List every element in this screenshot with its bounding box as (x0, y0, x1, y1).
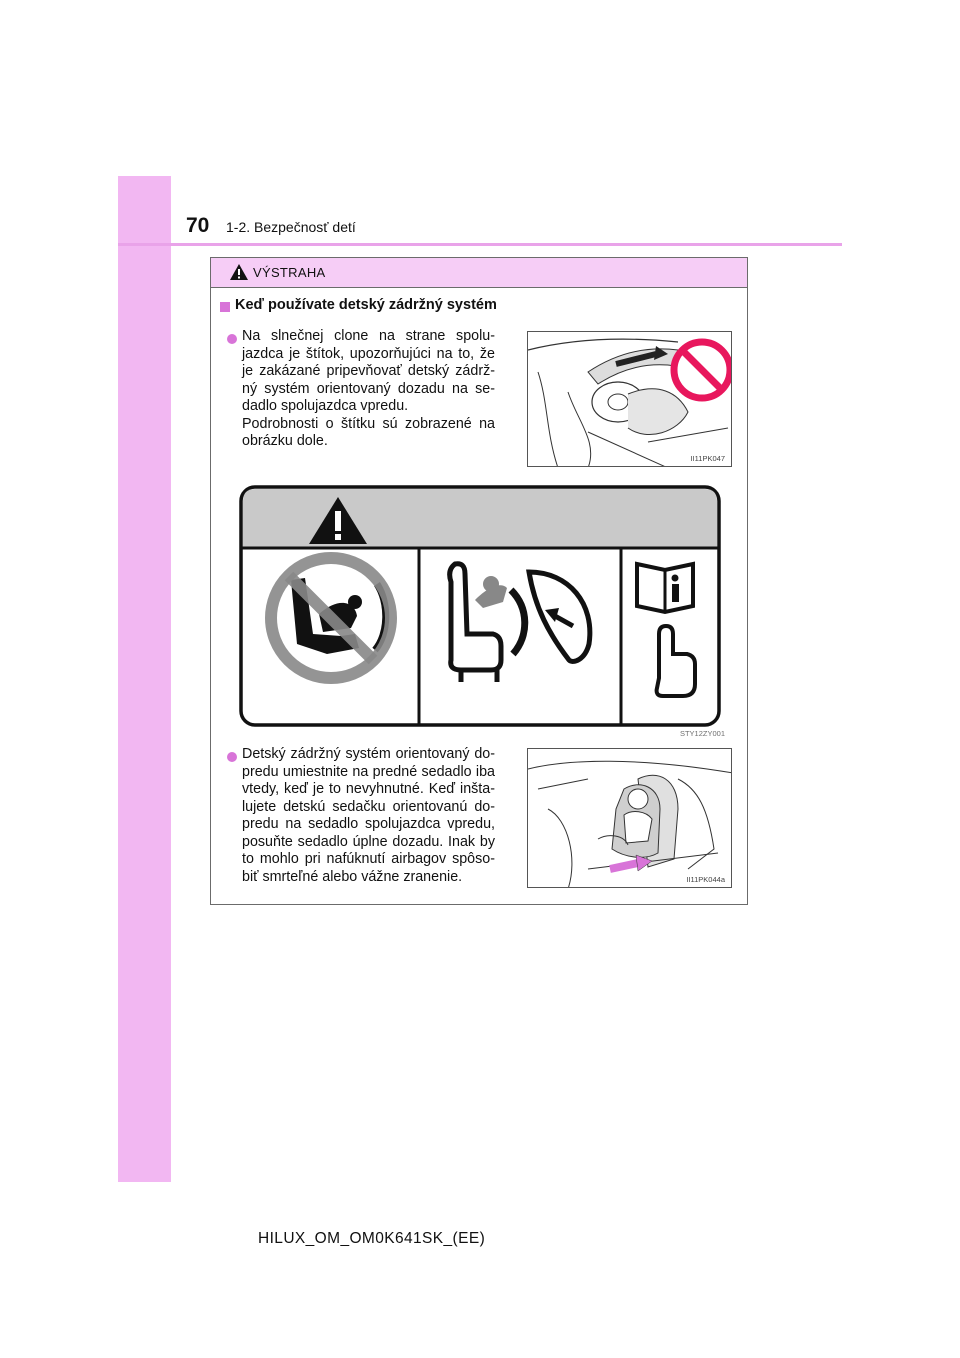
warning-header (211, 258, 747, 288)
child-seat-illustration (527, 748, 732, 888)
warning-subheading: Keď používate detský zádržný systém (235, 297, 497, 313)
paragraph-line: lujete detskú sedačku orientovanú do- (242, 798, 495, 815)
figure-code: STY12ZY001 (679, 729, 725, 738)
bullet-2 (227, 752, 237, 762)
paragraph-line: Podrobnosti o štítku sú zobrazené na (242, 415, 495, 432)
paragraph-line: predu umiestnite na predné sedadlo iba (242, 763, 495, 780)
paragraph-line: jazdca je štítok, upozorňujúci na to, že (242, 345, 495, 362)
paragraph-line: ný systém orientovaný dozadu na se- (242, 380, 495, 397)
warning-box (210, 257, 748, 905)
paragraph-line: vtedy, keď je to nevyhnutné. Keď inšta- (242, 781, 495, 797)
section-title: 1-2. Bezpečnosť detí (226, 219, 356, 235)
paragraph-2 (242, 746, 495, 886)
figure-code: II11PK047 (690, 454, 725, 463)
warning-triangle-icon (229, 263, 249, 281)
paragraph-line: Na slnečnej clone na strane spolu- (242, 328, 495, 344)
airbag-label-figure (239, 484, 725, 738)
side-color-band (118, 176, 171, 1182)
airbag-label-drawing (239, 484, 723, 732)
paragraph-line: obrázku dole. (242, 433, 328, 449)
paragraph-line: Detský zádržný systém orientovaný do- (242, 746, 495, 762)
paragraph-line: posuňte sedadlo úplne dozadu. Inak by (242, 833, 495, 850)
figure-code: II11PK044a (686, 875, 725, 884)
sun-visor-drawing (528, 332, 732, 467)
paragraph-line: je zakázané pripevňovať detský zádrž- (242, 363, 495, 379)
warning-label: VÝSTRAHA (253, 265, 326, 280)
document-code: HILUX_OM_OM0K641SK_(EE) (258, 1230, 486, 1247)
subheading-marker (220, 302, 230, 312)
paragraph-line: dadlo spolujazdca vpredu. (242, 398, 409, 414)
child-seat-drawing (528, 749, 732, 888)
paragraph-line: to mohlo pri nafúknutí airbagov spôso- (242, 851, 495, 867)
sun-visor-illustration (527, 331, 732, 467)
header-rule (118, 243, 842, 246)
paragraph-line: predu na sedadlo spolujazdca vpredu, (242, 816, 495, 832)
paragraph-1 (242, 328, 495, 451)
bullet-1 (227, 334, 237, 344)
paragraph-line: biť smrteľné alebo vážne zranenie. (242, 868, 463, 885)
page-number: 70 (186, 214, 210, 237)
